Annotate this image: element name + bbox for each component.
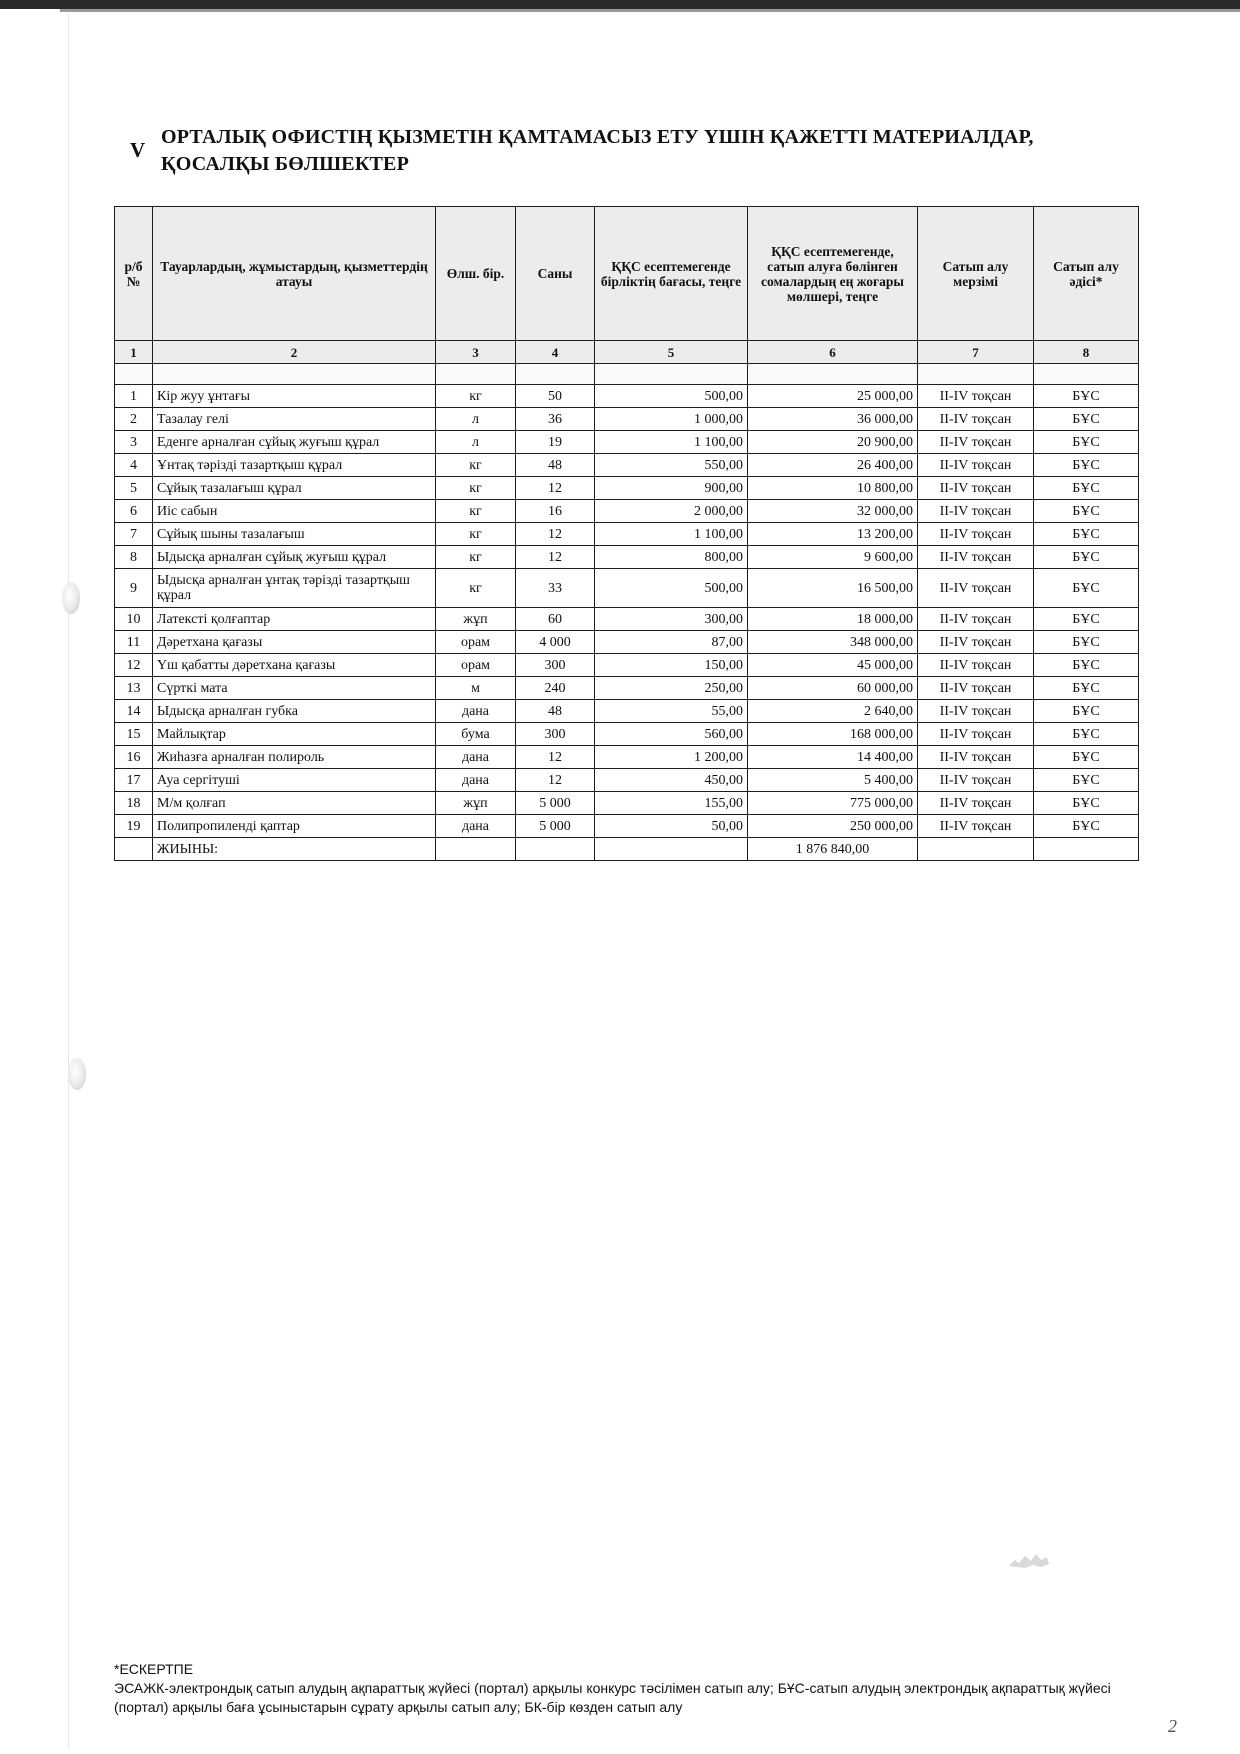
table-row bbox=[115, 815, 1139, 838]
unit: бума bbox=[436, 723, 516, 746]
unit-price: 550,00 bbox=[595, 454, 748, 477]
item-name: Сұйық шыны тазалағыш bbox=[153, 523, 436, 546]
column-number: 2 bbox=[153, 341, 436, 364]
materials-table bbox=[114, 206, 1139, 861]
purchase-method: БҰС bbox=[1034, 408, 1139, 431]
blank-cell bbox=[748, 364, 918, 385]
item-name: Сұйық тазалағыш құрал bbox=[153, 477, 436, 500]
table-row bbox=[115, 654, 1139, 677]
unit-price: 55,00 bbox=[595, 700, 748, 723]
quantity: 12 bbox=[516, 477, 595, 500]
purchase-period: II-IV тоқсан bbox=[918, 500, 1034, 523]
purchase-method: БҰС bbox=[1034, 546, 1139, 569]
max-amount: 18 000,00 bbox=[748, 608, 918, 631]
purchase-method: БҰС bbox=[1034, 792, 1139, 815]
item-name: Ұнтақ тәрізді тазартқыш құрал bbox=[153, 454, 436, 477]
unit-price: 800,00 bbox=[595, 546, 748, 569]
max-amount: 36 000,00 bbox=[748, 408, 918, 431]
purchase-period: II-IV тоқсан bbox=[918, 792, 1034, 815]
table-row bbox=[115, 523, 1139, 546]
unit: кг bbox=[436, 546, 516, 569]
row-index: 7 bbox=[115, 523, 153, 546]
table-row bbox=[115, 569, 1139, 608]
purchase-method: БҰС bbox=[1034, 746, 1139, 769]
unit-price: 250,00 bbox=[595, 677, 748, 700]
row-index: 5 bbox=[115, 477, 153, 500]
max-amount: 2 640,00 bbox=[748, 700, 918, 723]
unit: орам bbox=[436, 631, 516, 654]
max-amount: 775 000,00 bbox=[748, 792, 918, 815]
unit-price: 1 100,00 bbox=[595, 431, 748, 454]
unit: кг bbox=[436, 454, 516, 477]
column-number: 6 bbox=[748, 341, 918, 364]
unit-price: 500,00 bbox=[595, 569, 748, 608]
item-name: Ауа сергітуші bbox=[153, 769, 436, 792]
table-row bbox=[115, 792, 1139, 815]
punch-hole-top bbox=[62, 582, 80, 614]
section-title-line-1: ОРТАЛЫҚ ОФИСТІҢ ҚЫЗМЕТІН ҚАМТАМАСЫЗ ЕТУ ҮШІН ҚАЖЕТТІ МАТЕРИАЛДАР, bbox=[161, 126, 1034, 148]
quantity: 50 bbox=[516, 385, 595, 408]
row-index: 15 bbox=[115, 723, 153, 746]
unit: л bbox=[436, 408, 516, 431]
max-amount: 60 000,00 bbox=[748, 677, 918, 700]
header-period: Сатып алу мерзімі bbox=[918, 207, 1034, 341]
table-row bbox=[115, 631, 1139, 654]
quantity: 4 000 bbox=[516, 631, 595, 654]
table-row bbox=[115, 700, 1139, 723]
table-row bbox=[115, 385, 1139, 408]
quantity: 48 bbox=[516, 700, 595, 723]
page-number: 2 bbox=[1168, 1716, 1177, 1736]
max-amount: 16 500,00 bbox=[748, 569, 918, 608]
total-blank bbox=[1034, 838, 1139, 861]
table-row bbox=[115, 746, 1139, 769]
item-name: Дәретхана қағазы bbox=[153, 631, 436, 654]
purchase-method: БҰС bbox=[1034, 385, 1139, 408]
row-index: 6 bbox=[115, 500, 153, 523]
item-name: Полипропиленді қаптар bbox=[153, 815, 436, 838]
table-row bbox=[115, 608, 1139, 631]
quantity: 12 bbox=[516, 546, 595, 569]
purchase-method: БҰС bbox=[1034, 631, 1139, 654]
column-number: 5 bbox=[595, 341, 748, 364]
purchase-method: БҰС bbox=[1034, 723, 1139, 746]
row-index: 10 bbox=[115, 608, 153, 631]
table-row bbox=[115, 500, 1139, 523]
purchase-period: II-IV тоқсан bbox=[918, 477, 1034, 500]
header-method: Сатып алу әдісі* bbox=[1034, 207, 1139, 341]
unit-price: 155,00 bbox=[595, 792, 748, 815]
max-amount: 348 000,00 bbox=[748, 631, 918, 654]
item-name: Еденге арналған сұйық жуғыш құрал bbox=[153, 431, 436, 454]
unit: орам bbox=[436, 654, 516, 677]
footnote bbox=[114, 1660, 1154, 1717]
quantity: 300 bbox=[516, 654, 595, 677]
purchase-period: II-IV тоқсан bbox=[918, 746, 1034, 769]
punch-hole-bottom bbox=[68, 1058, 86, 1090]
footnote-title: *ЕСКЕРТПЕ bbox=[114, 1661, 194, 1677]
blank-cell bbox=[918, 364, 1034, 385]
row-index: 11 bbox=[115, 631, 153, 654]
purchase-period: II-IV тоқсан bbox=[918, 677, 1034, 700]
table-row bbox=[115, 477, 1139, 500]
max-amount: 250 000,00 bbox=[748, 815, 918, 838]
purchase-period: II-IV тоқсан bbox=[918, 700, 1034, 723]
purchase-method: БҰС bbox=[1034, 500, 1139, 523]
max-amount: 32 000,00 bbox=[748, 500, 918, 523]
purchase-method: БҰС bbox=[1034, 569, 1139, 608]
header-name: Тауарлардың, жұмыстардың, қызметтердің атауы bbox=[153, 207, 436, 341]
unit-price: 900,00 bbox=[595, 477, 748, 500]
unit-price: 1 000,00 bbox=[595, 408, 748, 431]
section-number: V bbox=[130, 138, 146, 162]
max-amount: 26 400,00 bbox=[748, 454, 918, 477]
item-name: Кір жуу ұнтағы bbox=[153, 385, 436, 408]
unit: жұп bbox=[436, 608, 516, 631]
unit-price: 450,00 bbox=[595, 769, 748, 792]
header-unit-price: ҚҚС есептемегенде бірліктің бағасы, теңге bbox=[595, 207, 748, 341]
unit: кг bbox=[436, 569, 516, 608]
item-name: Латексті қолғаптар bbox=[153, 608, 436, 631]
quantity: 16 bbox=[516, 500, 595, 523]
margin-line bbox=[68, 14, 69, 1749]
column-number: 1 bbox=[115, 341, 153, 364]
blank-cell bbox=[115, 364, 153, 385]
total-blank bbox=[436, 838, 516, 861]
quantity: 12 bbox=[516, 523, 595, 546]
row-index: 17 bbox=[115, 769, 153, 792]
quantity: 300 bbox=[516, 723, 595, 746]
item-name: Жиһазға арналған полироль bbox=[153, 746, 436, 769]
purchase-period: II-IV тоқсан bbox=[918, 385, 1034, 408]
purchase-period: II-IV тоқсан bbox=[918, 569, 1034, 608]
purchase-method: БҰС bbox=[1034, 523, 1139, 546]
unit: кг bbox=[436, 523, 516, 546]
faint-stamp-mark bbox=[1005, 1548, 1053, 1572]
table-row bbox=[115, 677, 1139, 700]
max-amount: 9 600,00 bbox=[748, 546, 918, 569]
row-index: 1 bbox=[115, 385, 153, 408]
column-number: 4 bbox=[516, 341, 595, 364]
quantity: 12 bbox=[516, 746, 595, 769]
header-index: р/б № bbox=[115, 207, 153, 341]
column-number: 8 bbox=[1034, 341, 1139, 364]
unit-price: 300,00 bbox=[595, 608, 748, 631]
section-title bbox=[161, 124, 1034, 178]
purchase-period: II-IV тоқсан bbox=[918, 608, 1034, 631]
purchase-method: БҰС bbox=[1034, 700, 1139, 723]
max-amount: 13 200,00 bbox=[748, 523, 918, 546]
purchase-period: II-IV тоқсан bbox=[918, 408, 1034, 431]
footnote-text: ЭСАЖК-электрондық сатып алудың ақпараттық жүйесі (портал) арқылы конкурс тәсілімен сатып алу; БҰС-сатып алудың электрондық ақпараттық жүйесі (портал) арқылы баға ұсыныстарын сұрату арқылы сатып алу; БК-бір көзден сатып алу bbox=[114, 1680, 1111, 1715]
row-index: 19 bbox=[115, 815, 153, 838]
purchase-period: II-IV тоқсан bbox=[918, 769, 1034, 792]
unit: дана bbox=[436, 815, 516, 838]
unit: л bbox=[436, 431, 516, 454]
header-max-amount: ҚҚС есептемегенде, сатып алуға бөлінген сомалардың ең жоғары мөлшері, теңге bbox=[748, 207, 918, 341]
row-index: 16 bbox=[115, 746, 153, 769]
row-index: 13 bbox=[115, 677, 153, 700]
unit: жұп bbox=[436, 792, 516, 815]
item-name: Ыдысқа арналған ұнтақ тәрізді тазартқыш құрал bbox=[153, 569, 436, 608]
column-number-row bbox=[115, 341, 1139, 364]
unit-price: 2 000,00 bbox=[595, 500, 748, 523]
scan-top-edge-shadow bbox=[60, 9, 1240, 12]
purchase-method: БҰС bbox=[1034, 431, 1139, 454]
blank-row bbox=[115, 364, 1139, 385]
purchase-period: II-IV тоқсан bbox=[918, 454, 1034, 477]
row-index: 2 bbox=[115, 408, 153, 431]
total-value: 1 876 840,00 bbox=[748, 838, 918, 861]
table-row bbox=[115, 408, 1139, 431]
unit: дана bbox=[436, 700, 516, 723]
column-number: 3 bbox=[436, 341, 516, 364]
item-name: Ыдысқа арналған губка bbox=[153, 700, 436, 723]
scan-top-edge bbox=[0, 0, 1240, 9]
quantity: 12 bbox=[516, 769, 595, 792]
purchase-period: II-IV тоқсан bbox=[918, 631, 1034, 654]
unit-price: 560,00 bbox=[595, 723, 748, 746]
max-amount: 168 000,00 bbox=[748, 723, 918, 746]
unit: кг bbox=[436, 385, 516, 408]
unit-price: 50,00 bbox=[595, 815, 748, 838]
row-index: 18 bbox=[115, 792, 153, 815]
total-blank bbox=[918, 838, 1034, 861]
quantity: 60 bbox=[516, 608, 595, 631]
blank-cell bbox=[516, 364, 595, 385]
table-row bbox=[115, 454, 1139, 477]
max-amount: 10 800,00 bbox=[748, 477, 918, 500]
blank-cell bbox=[595, 364, 748, 385]
table-row bbox=[115, 431, 1139, 454]
item-name: Тазалау гелі bbox=[153, 408, 436, 431]
purchase-method: БҰС bbox=[1034, 477, 1139, 500]
header-unit: Өлш. бір. bbox=[436, 207, 516, 341]
unit: дана bbox=[436, 769, 516, 792]
purchase-period: II-IV тоқсан bbox=[918, 654, 1034, 677]
unit-price: 1 200,00 bbox=[595, 746, 748, 769]
row-index: 8 bbox=[115, 546, 153, 569]
unit: кг bbox=[436, 500, 516, 523]
max-amount: 5 400,00 bbox=[748, 769, 918, 792]
unit: кг bbox=[436, 477, 516, 500]
item-name: Ыдысқа арналған сұйық жуғыш құрал bbox=[153, 546, 436, 569]
max-amount: 20 900,00 bbox=[748, 431, 918, 454]
table-row bbox=[115, 769, 1139, 792]
quantity: 36 bbox=[516, 408, 595, 431]
unit: м bbox=[436, 677, 516, 700]
purchase-method: БҰС bbox=[1034, 769, 1139, 792]
quantity: 48 bbox=[516, 454, 595, 477]
unit-price: 87,00 bbox=[595, 631, 748, 654]
table-row bbox=[115, 546, 1139, 569]
row-index: 3 bbox=[115, 431, 153, 454]
total-blank bbox=[595, 838, 748, 861]
item-name: Иіс сабын bbox=[153, 500, 436, 523]
max-amount: 14 400,00 bbox=[748, 746, 918, 769]
max-amount: 45 000,00 bbox=[748, 654, 918, 677]
table-header-row bbox=[115, 207, 1139, 341]
item-name: Сүрткі мата bbox=[153, 677, 436, 700]
purchase-period: II-IV тоқсан bbox=[918, 546, 1034, 569]
purchase-method: БҰС bbox=[1034, 454, 1139, 477]
blank-cell bbox=[436, 364, 516, 385]
row-index: 9 bbox=[115, 569, 153, 608]
table-row bbox=[115, 723, 1139, 746]
item-name: М/м қолғап bbox=[153, 792, 436, 815]
total-blank bbox=[516, 838, 595, 861]
table-body bbox=[115, 341, 1139, 861]
unit-price: 500,00 bbox=[595, 385, 748, 408]
quantity: 5 000 bbox=[516, 815, 595, 838]
quantity: 5 000 bbox=[516, 792, 595, 815]
blank-cell bbox=[153, 364, 436, 385]
purchase-period: II-IV тоқсан bbox=[918, 431, 1034, 454]
purchase-period: II-IV тоқсан bbox=[918, 815, 1034, 838]
blank-cell bbox=[1034, 364, 1139, 385]
row-index: 14 bbox=[115, 700, 153, 723]
total-row bbox=[115, 838, 1139, 861]
purchase-period: II-IV тоқсан bbox=[918, 523, 1034, 546]
purchase-period: II-IV тоқсан bbox=[918, 723, 1034, 746]
unit-price: 1 100,00 bbox=[595, 523, 748, 546]
row-index: 12 bbox=[115, 654, 153, 677]
total-label: ЖИЫНЫ: bbox=[153, 838, 436, 861]
item-name: Майлықтар bbox=[153, 723, 436, 746]
quantity: 33 bbox=[516, 569, 595, 608]
purchase-method: БҰС bbox=[1034, 654, 1139, 677]
row-index: 4 bbox=[115, 454, 153, 477]
purchase-method: БҰС bbox=[1034, 677, 1139, 700]
quantity: 240 bbox=[516, 677, 595, 700]
purchase-method: БҰС bbox=[1034, 608, 1139, 631]
column-number: 7 bbox=[918, 341, 1034, 364]
quantity: 19 bbox=[516, 431, 595, 454]
purchase-method: БҰС bbox=[1034, 815, 1139, 838]
section-title-line-2: ҚОСАЛҚЫ БӨЛШЕКТЕР bbox=[161, 153, 410, 175]
item-name: Үш қабатты дәретхана қағазы bbox=[153, 654, 436, 677]
unit-price: 150,00 bbox=[595, 654, 748, 677]
total-blank bbox=[115, 838, 153, 861]
header-quantity: Саны bbox=[516, 207, 595, 341]
max-amount: 25 000,00 bbox=[748, 385, 918, 408]
unit: дана bbox=[436, 746, 516, 769]
